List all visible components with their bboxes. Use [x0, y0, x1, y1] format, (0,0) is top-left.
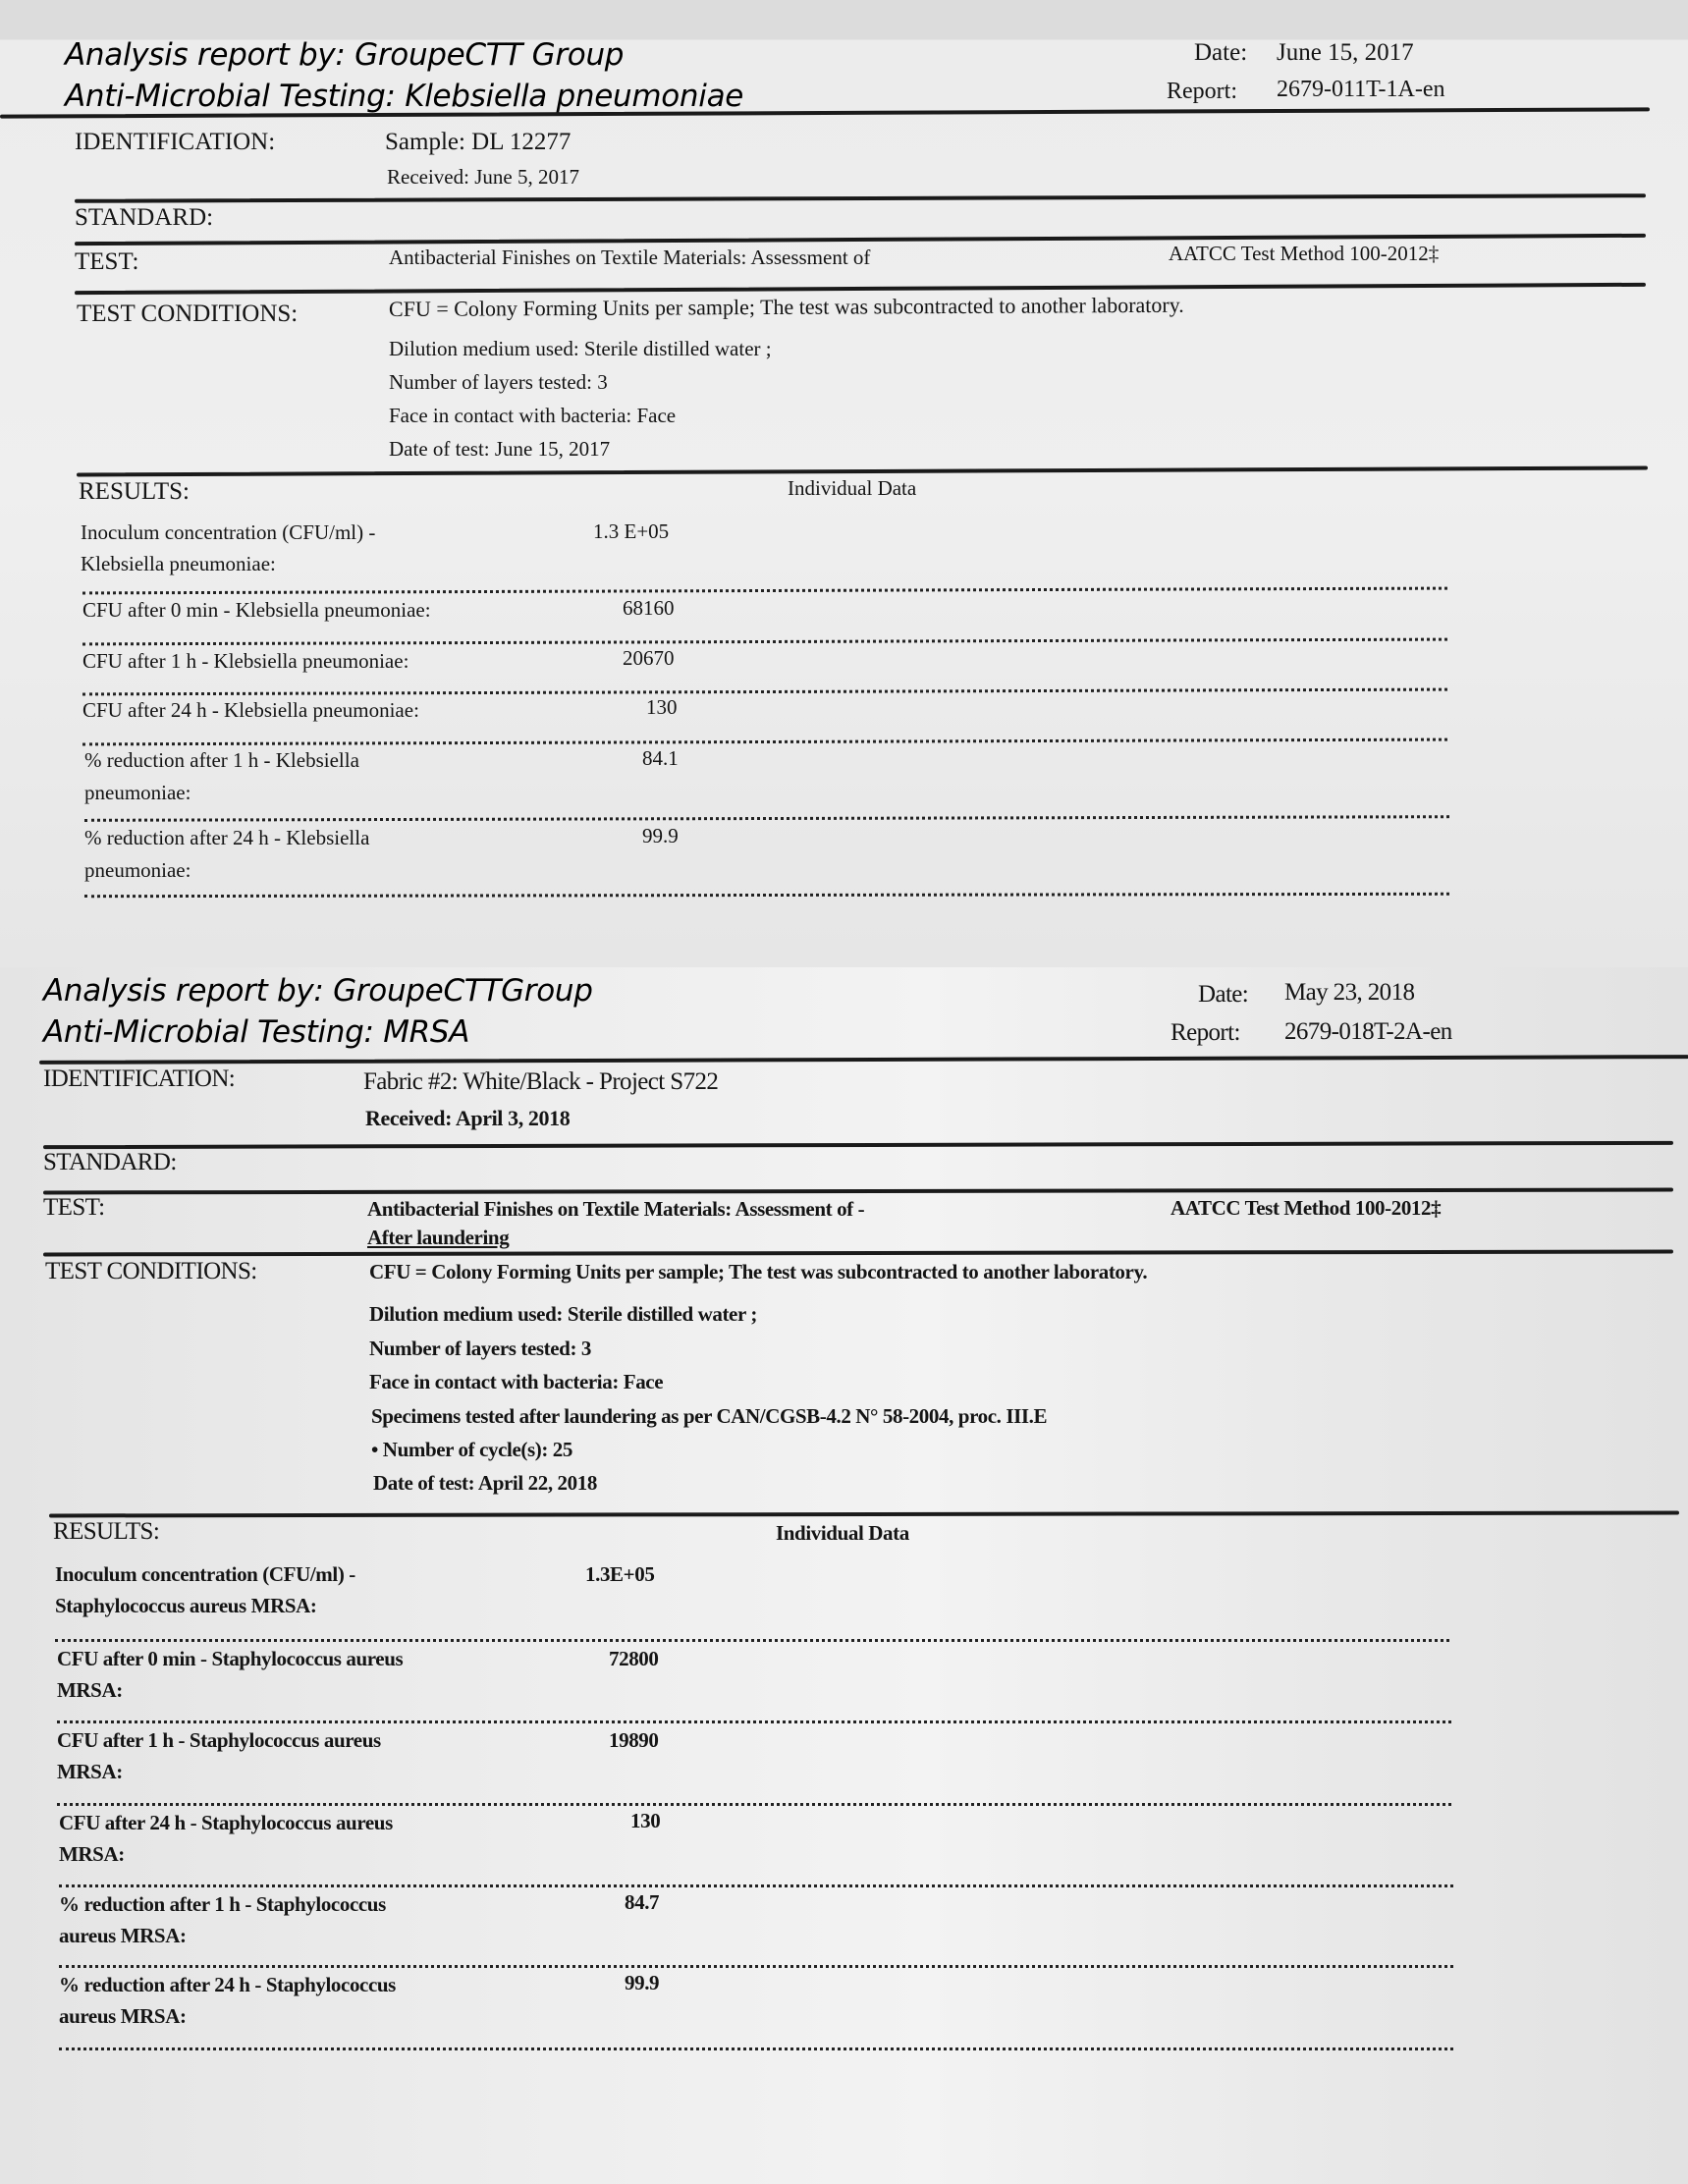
results-label: RESULTS: [53, 1518, 160, 1545]
date-label: Date: [1198, 981, 1249, 1008]
result-value: 20670 [623, 646, 675, 670]
dotted-separator [59, 2048, 1453, 2050]
result-value: 130 [646, 695, 678, 719]
results-header: Individual Data [788, 476, 917, 500]
dotted-separator [55, 1639, 1449, 1642]
standard-label: STANDARD: [75, 204, 214, 231]
report-label: Report: [1167, 79, 1237, 104]
divider-rule [43, 1141, 1673, 1149]
results-label: RESULTS: [79, 478, 191, 505]
result-label: MRSA: [57, 1678, 123, 1702]
condition-line: Dilution medium used: Sterile distilled water ; [389, 337, 772, 360]
dotted-separator [57, 1803, 1451, 1806]
report-label: Report: [1171, 1019, 1240, 1046]
identification-sample: Sample: DL 12277 [385, 129, 572, 155]
date-value: May 23, 2018 [1284, 979, 1415, 1006]
report-number: 2679-011T-1A-en [1277, 77, 1445, 102]
standard-label: STANDARD: [43, 1149, 177, 1175]
result-label: aureus MRSA: [59, 1924, 187, 1947]
conditions-label: TEST CONDITIONS: [45, 1258, 257, 1284]
test-description-cont: After laundering [367, 1226, 510, 1249]
identification-label: IDENTIFICATION: [43, 1065, 236, 1092]
report-title: Analysis report by: GroupeCTTGroup [43, 973, 593, 1009]
report-subtitle: Anti-Microbial Testing: MRSA [43, 1014, 470, 1050]
condition-line: Number of layers tested: 3 [369, 1337, 591, 1360]
report-number: 2679-018T-2A-en [1284, 1018, 1452, 1045]
result-label: CFU after 24 h - Staphylococcus aureus [59, 1811, 393, 1834]
condition-line: Face in contact with bacteria: Face [389, 404, 677, 427]
condition-line: • Number of cycle(s): 25 [371, 1438, 572, 1461]
result-value: 1.3 E+05 [593, 519, 670, 543]
dotted-separator [59, 1884, 1453, 1887]
result-value: 19890 [609, 1728, 659, 1752]
results-header: Individual Data [776, 1521, 909, 1545]
test-description: Antibacterial Finishes on Textile Materials: Assessment of [389, 246, 871, 269]
dotted-separator [84, 893, 1449, 898]
identification-fabric: Fabric #2: White/Black - Project S722 [363, 1068, 719, 1095]
report-klebsiella [0, 0, 1688, 967]
dotted-separator [84, 815, 1449, 822]
divider-rule [75, 193, 1646, 203]
divider-rule [49, 1511, 1679, 1518]
date-value: June 15, 2017 [1277, 39, 1414, 66]
test-method: AATCC Test Method 100-2012‡ [1169, 242, 1440, 265]
result-label: Inoculum concentration (CFU/ml) - [81, 520, 376, 544]
report-mrsa [0, 967, 1688, 2184]
result-label: CFU after 1 h - Staphylococcus aureus [57, 1728, 381, 1752]
report-title: Analysis report by: GroupeCTT Group [65, 37, 625, 73]
result-label: CFU after 0 min - Staphylococcus aureus [57, 1647, 404, 1670]
condition-line: CFU = Colony Forming Units per sample; The test was subcontracted to another laboratory. [388, 292, 1184, 321]
identification-label: IDENTIFICATION: [75, 129, 276, 155]
result-value: 68160 [623, 596, 675, 620]
result-label: MRSA: [59, 1842, 125, 1866]
dotted-separator [59, 1965, 1453, 1968]
result-label: Staphylococcus aureus MRSA: [55, 1594, 317, 1617]
condition-line: Date of test: June 15, 2017 [389, 437, 611, 461]
dotted-separator [82, 638, 1447, 646]
result-label: % reduction after 1 h - Staphylococcus [59, 1892, 386, 1916]
condition-line: Specimens tested after laundering as per CAN/CGSB-4.2 N° 58-2004, proc. III.E [371, 1404, 1048, 1428]
result-value: 84.1 [642, 746, 679, 770]
result-label: Inoculum concentration (CFU/ml) - [55, 1562, 355, 1586]
divider-rule [43, 1188, 1673, 1195]
result-label: pneumoniae: [84, 781, 191, 804]
divider-rule [77, 466, 1648, 477]
identification-received: Received: April 3, 2018 [365, 1106, 571, 1130]
result-value: 84.7 [625, 1890, 660, 1914]
condition-line: Number of layers tested: 3 [389, 370, 608, 394]
result-label: aureus MRSA: [59, 2004, 187, 2028]
conditions-label: TEST CONDITIONS: [77, 300, 299, 327]
result-label: pneumoniae: [84, 858, 191, 882]
result-value: 99.9 [642, 824, 679, 847]
identification-received: Received: June 5, 2017 [387, 165, 579, 189]
result-value: 99.9 [625, 1971, 660, 1994]
divider-rule [39, 1055, 1688, 1065]
report-subtitle: Anti-Microbial Testing: Klebsiella pneumoniae [65, 79, 744, 114]
dotted-separator [82, 587, 1447, 595]
result-value: 1.3E+05 [585, 1562, 655, 1586]
result-label: CFU after 24 h - Klebsiella pneumoniae: [82, 698, 419, 722]
result-value: 72800 [609, 1647, 659, 1670]
test-method: AATCC Test Method 100-2012‡ [1171, 1196, 1442, 1220]
result-value: 130 [630, 1809, 661, 1832]
condition-line: Face in contact with bacteria: Face [369, 1370, 664, 1393]
result-label: CFU after 1 h - Klebsiella pneumoniae: [82, 649, 409, 673]
dotted-separator [82, 688, 1447, 696]
condition-line: Dilution medium used: Sterile distilled water ; [369, 1302, 757, 1326]
condition-line: Date of test: April 22, 2018 [373, 1471, 597, 1495]
test-label: TEST: [43, 1194, 105, 1221]
date-label: Date: [1194, 39, 1248, 66]
dotted-separator [82, 738, 1447, 746]
result-label: Klebsiella pneumoniae: [81, 552, 276, 575]
dotted-separator [57, 1720, 1451, 1723]
test-description: Antibacterial Finishes on Textile Materials: Assessment of - [367, 1197, 865, 1221]
result-label: % reduction after 24 h - Klebsiella [84, 826, 370, 849]
condition-line: CFU = Colony Forming Units per sample; The test was subcontracted to another laboratory. [369, 1260, 1148, 1283]
result-label: CFU after 0 min - Klebsiella pneumoniae: [82, 598, 431, 622]
result-label: % reduction after 1 h - Klebsiella [84, 748, 359, 772]
divider-rule [43, 1250, 1673, 1257]
result-label: % reduction after 24 h - Staphylococcus [59, 1973, 396, 1996]
test-label: TEST: [75, 248, 139, 275]
result-label: MRSA: [57, 1760, 123, 1783]
divider-rule [75, 283, 1646, 295]
